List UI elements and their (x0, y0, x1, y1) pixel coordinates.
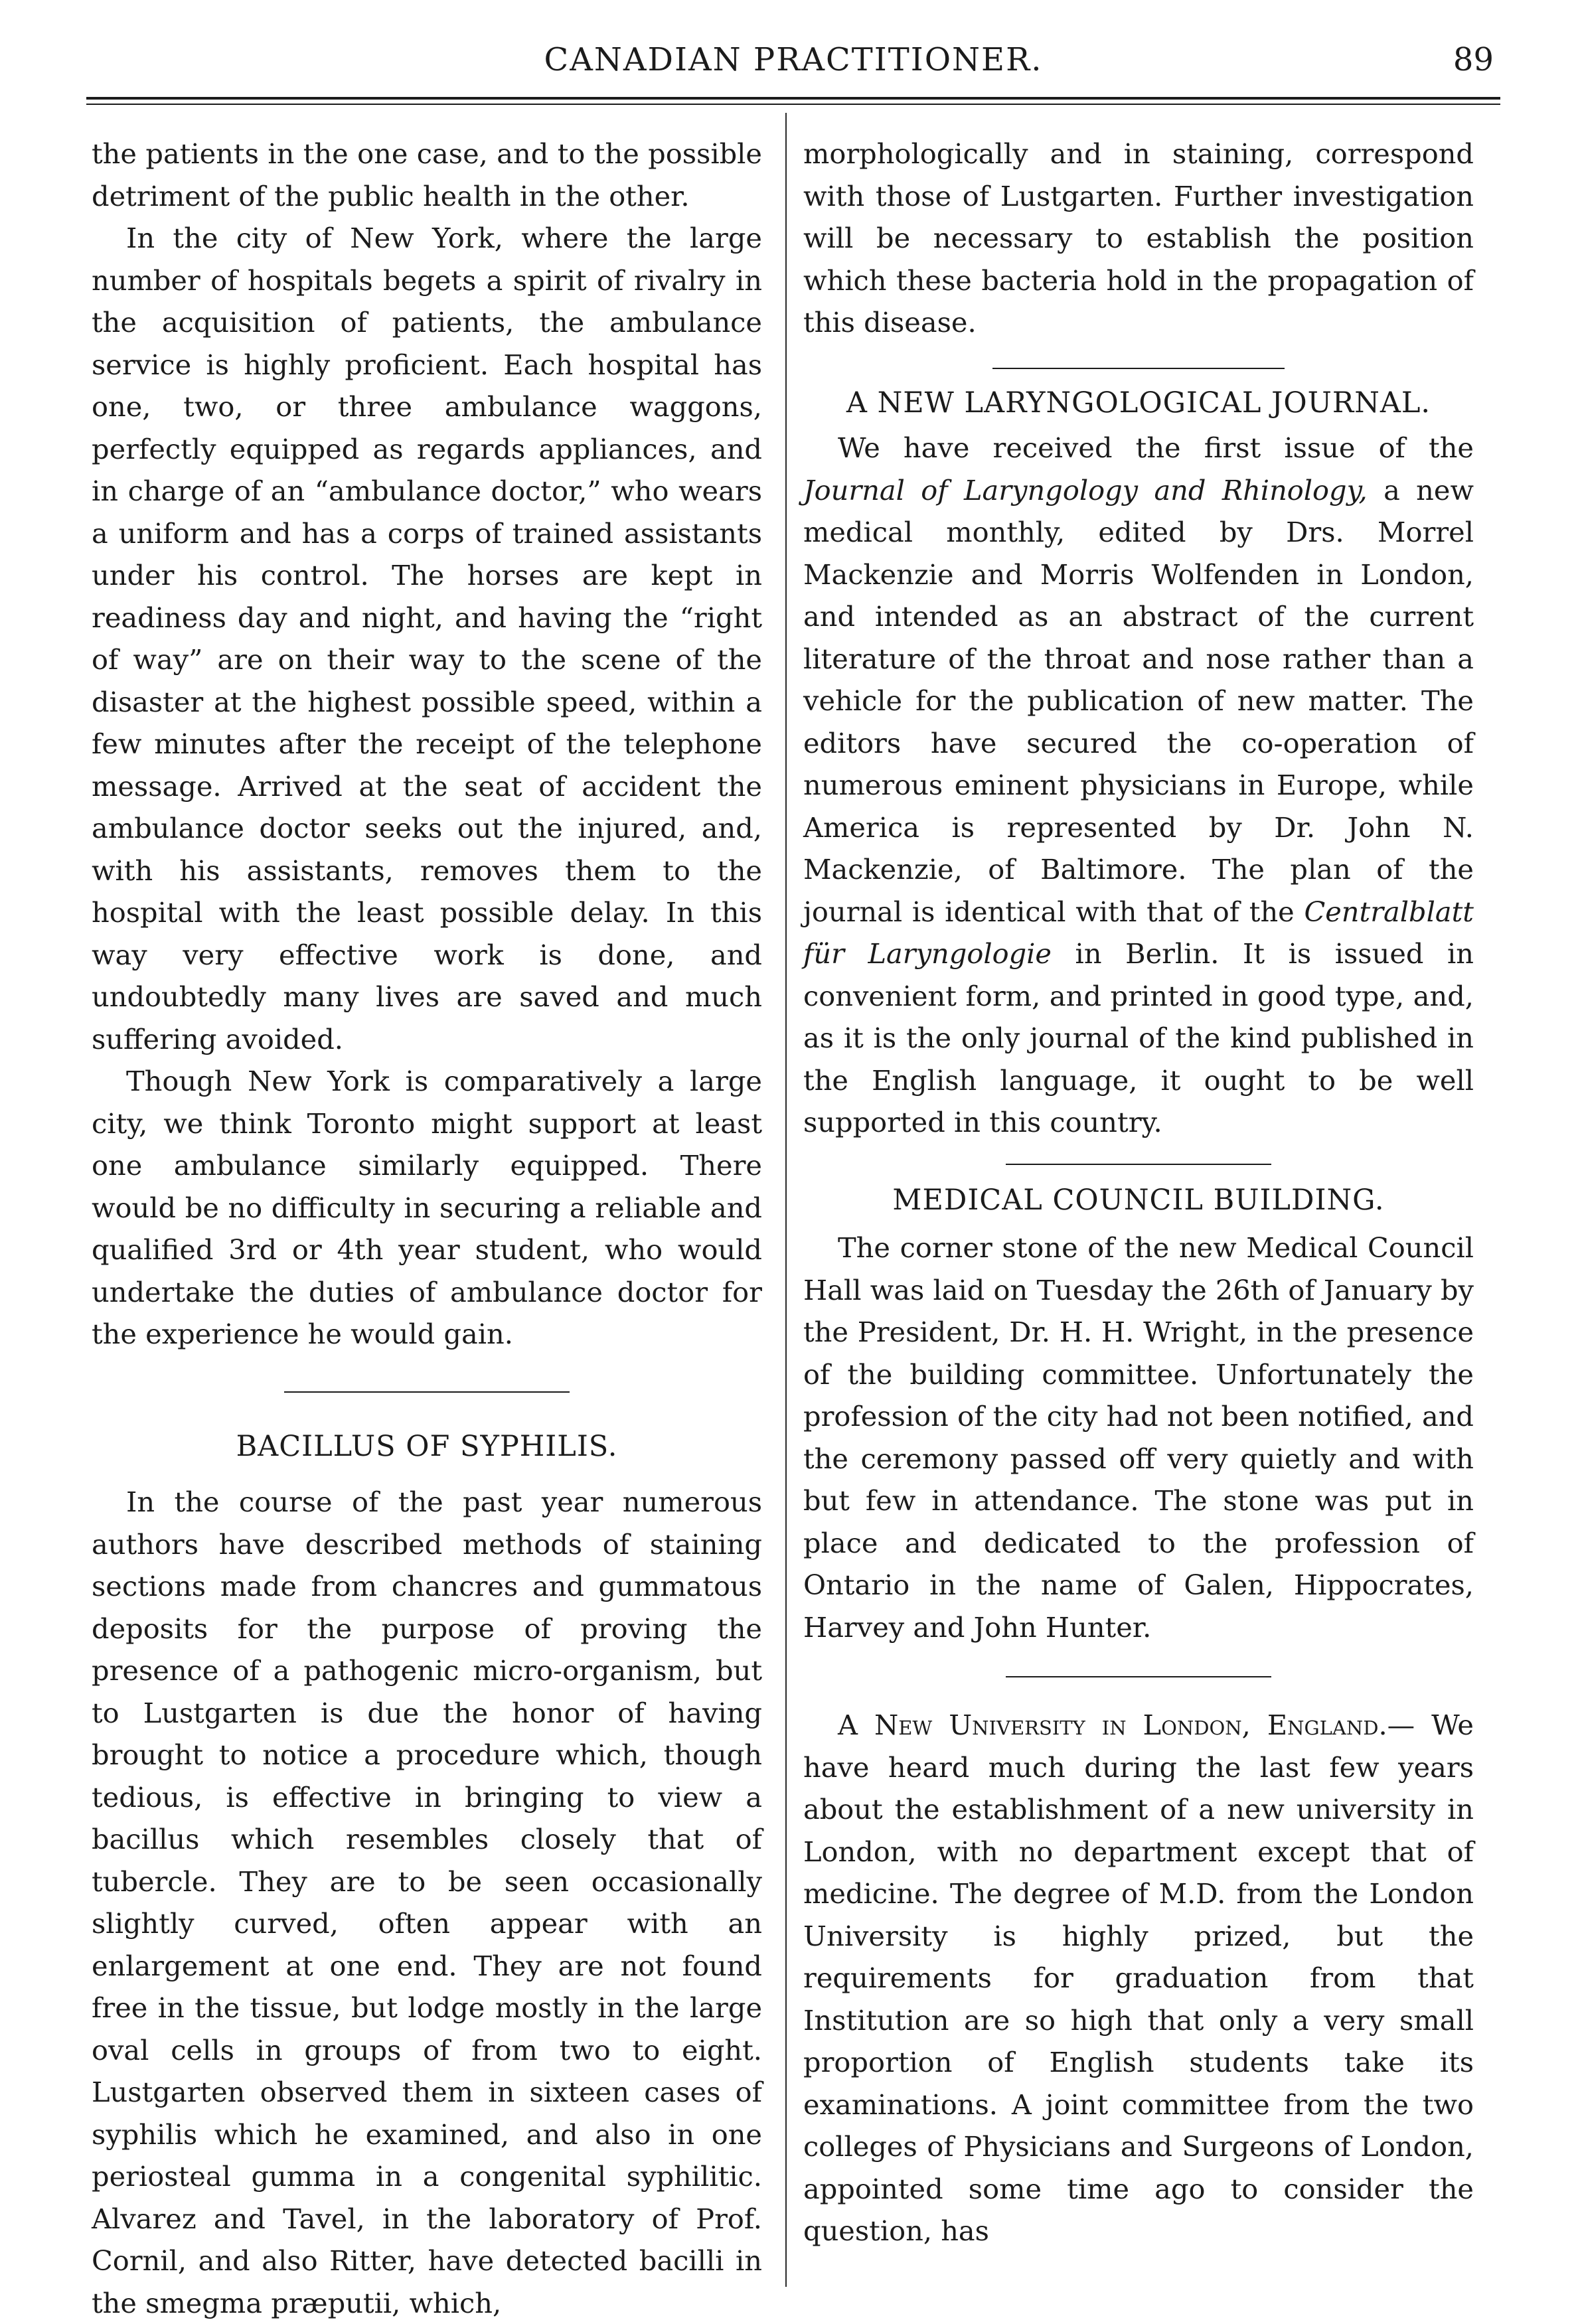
heading-medical-council-building: MEDICAL COUNCIL BUILDING. (892, 1183, 1385, 1217)
heading-laryngological-journal: A NEW LARYNGOLOGICAL JOURNAL. (846, 386, 1431, 420)
header-rule-thin (86, 104, 1500, 105)
university-text: We have heard much during the last few years about the establishment of a new university in London, with no department except that of medicine. The degree of M.D. from the London University is highly prized, but the requirements for graduation from that Institution are so high that only a very small proportion of English students take its examinations. A joint committee from the two colleges of Physicians and Surgeons of London, appointed some time ago to consider the question, has (803, 1709, 1474, 2247)
journal-title: Journal of Laryngology and Rhinology, (803, 473, 1368, 506)
ambulance-paragraph-toronto: Though New York is comparatively a large city, we think Toronto might support at least one ambulance similarly equipped. There would be no difficulty in securing a reliable and qualified 3rd or 4th year student, who would undertake the duties of ambulance doctor for the experience he would gain. (92, 1065, 762, 1350)
right-column (803, 133, 1474, 2252)
ambulance-paragraph-continued: the patients in the one case, and to the possible detriment of the public health in the other. (92, 137, 762, 212)
syphilis-paragraph: In the course of the past year numerous authors have described methods of staining sections made from chancres and gummatous deposits for the purpose of proving the presence of a pathogenic micro-organism, but to Lustgarten is due the honor of having brought to notice a procedure which, though tedious, is effective in bringing to view a bacillus which resembles closely that of tubercle. They are to be seen occasionally slightly curved, often appear with an enlargement at one end. They are not found free in the tissue, but lodge mostly in the large oval cells in groups of from two to eight. Lustgarten observed them in sixteen cases of syphilis which he examined, and also in one periosteal gumma in a congenital syphilitic. Alvarez and Tavel, in the laboratory of Prof. Cornil, and also Ritter, have detected bacilli in the smegma præputii, which, (92, 1486, 762, 2319)
section-rule (284, 1391, 570, 1393)
header-rule-thick (86, 97, 1500, 100)
running-title: CANADIAN PRACTITIONER. (544, 41, 1043, 78)
heading-bacillus-of-syphilis: BACILLUS OF SYPHILIS. (236, 1429, 618, 1463)
section-rule (1006, 1676, 1271, 1677)
section-rule (1006, 1164, 1271, 1165)
journal-reference: Centralblatt für Laryngologie (803, 895, 1474, 970)
left-column (92, 133, 762, 2324)
journal-text-b: a new medical monthly, edited by Drs. Morrel Mackenzie and Morris Wolfenden in London, and intended as an abstract of the current literature of the throat and nose rather than a vehicle for the publication of new matter. The editors have secured the co-operation of numerous eminent physicians in Europe, while America is represented by Dr. John N. Mackenzie, of Baltimore. The plan of the journal is identical with that of the (803, 473, 1474, 928)
university-paragraph (803, 1704, 1474, 2252)
journal-text-a: We have received the first issue of the (838, 431, 1474, 464)
running-header (86, 41, 1500, 88)
ambulance-paragraph-new-york: In the city of New York, where the large number of hospitals begets a spirit of rivalry in the acquisition of patients, the ambulance service is highly proficient. Each hospital has one, two, or three ambulance waggons, perfectly equipped as regards appliances, and in charge of an “ambulance doctor,” who wears a uniform and has a corps of trained assistants under his control. The horses are kept in readiness day and night, and having the “right of way” are on their way to the scene of the disaster at the highest possible speed, within a few minutes after the receipt of the telephone message. Arrived at the seat of accident the ambulance doctor seeks out the injured, and, with his assistants, removes them to the hospital with the least possible delay. In this way very effective work is done, and undoubtedly many lives are saved and much suffering avoided. (92, 222, 762, 1055)
journal-text-c: in Berlin. It is issued in convenient form, and printed in good type, and, as it is the only journal of the kind published in the English language, it ought to be well supported in this country. (803, 937, 1474, 1138)
column-divider (785, 113, 787, 2287)
syphilis-paragraph-continued: morphologically and in staining, correspond with those of Lustgarten. Further investigation will be necessary to establish the position which these bacteria hold in the propagation of this disease. (803, 137, 1474, 339)
page-number: 89 (1453, 41, 1494, 78)
council-paragraph: The corner stone of the new Medical Council Hall was laid on Tuesday the 26th of January by the President, Dr. H. H. Wright, in the presence of the building committee. Unfortunately the profession of the city had not been notified, and the ceremony passed off very quietly and with but few in attendance. The stone was put in place and dedicated to the profession of Ontario in the name of Galen, Hippocrates, Harvey and John Hunter. (803, 1231, 1474, 1644)
journal-paragraph (803, 427, 1474, 1144)
section-rule (992, 368, 1285, 369)
university-lead-in: A New University in London, England.— (838, 1709, 1415, 1741)
